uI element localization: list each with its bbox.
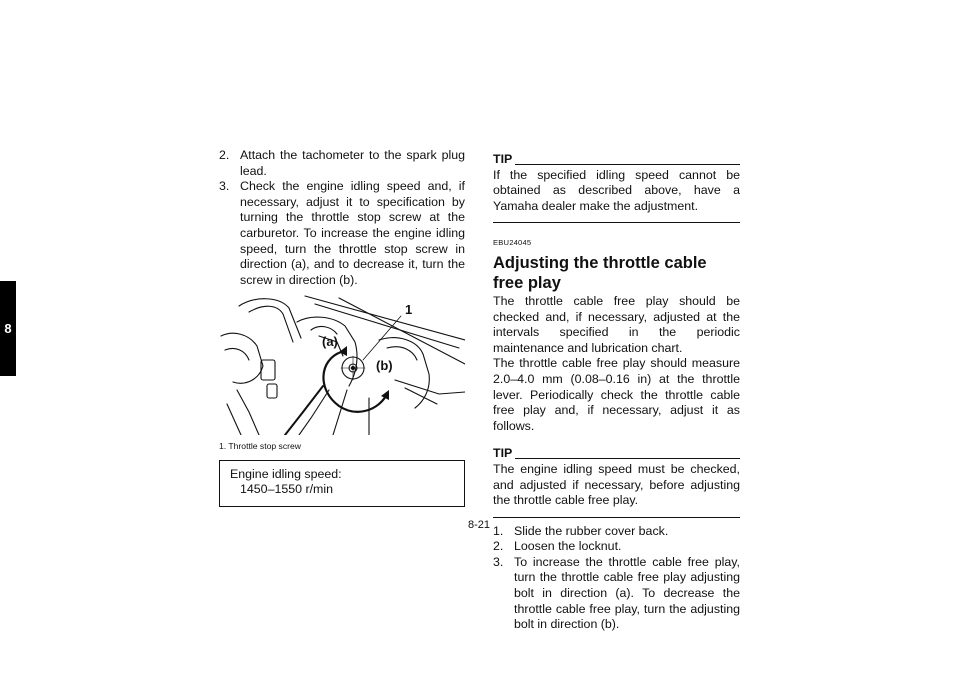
tip-rule <box>515 458 740 459</box>
engine-drawing <box>219 294 465 435</box>
spec-label: Engine idling speed: <box>230 466 342 481</box>
step-item <box>219 179 465 288</box>
figure-caption: 1. Throttle stop screw <box>219 441 301 452</box>
figure-label-a: (a) <box>322 334 338 350</box>
step-number: 2. <box>493 539 504 554</box>
step-text: Loosen the locknut. <box>514 539 622 554</box>
page-number: 8-21 <box>468 519 491 531</box>
chapter-tab-number: 8 <box>4 321 12 336</box>
chapter-tab <box>0 281 16 376</box>
step-text: Slide the rubber cover back. <box>514 523 669 538</box>
step-number: 2. <box>219 148 230 162</box>
paragraph: The throttle cable free play should measure 2.0–4.0 mm (0.08–0.16 in) at the throttle lever. Periodically check the throttle cable free play and, if necessary, adjust it as follows. <box>493 356 740 433</box>
tip-heading <box>493 446 740 462</box>
step-text: Check the engine idling speed and, if necessary, adjust it to specification by turning the throttle stop screw at the carburetor. To increase the engine idling speed, turn the throttle stop screw in direction (a), and to decrease it, turn the screw in direction (b). <box>240 179 465 287</box>
section-code: EBU24045 <box>493 238 532 248</box>
paragraph: The throttle cable free play should be checked and, if necessary, adjusted at the intervals specified in the periodic maintenance and lubrication chart. <box>493 293 740 355</box>
tip-body: If the specified idling speed cannot be obtained as described above, have a Yamaha dealer make the adjustment. <box>493 168 740 224</box>
tip-label: TIP <box>493 152 513 166</box>
step-number: 1. <box>493 523 504 538</box>
tip-rule <box>515 164 740 165</box>
left-column <box>219 148 465 507</box>
step-number: 3. <box>493 554 504 569</box>
step-item <box>493 539 740 555</box>
step-text: To increase the throttle cable free play, turn the throttle cable free play adjusting bolt in direction (a). To decrease the throttle cable free play, turn the adjusting bolt in direction (b). <box>514 554 740 632</box>
step-number: 3. <box>219 179 230 194</box>
tip-label: TIP <box>493 446 513 461</box>
figure-label-b: (b) <box>376 358 393 374</box>
step-item <box>219 148 465 179</box>
left-steps <box>219 148 465 288</box>
step-text: Attach the tachometer to the spark plug lead. <box>240 148 465 178</box>
tip-body: The engine idling speed must be checked, and adjusted if necessary, before adjusting the throttle cable free play. <box>493 462 740 518</box>
right-column <box>493 152 740 633</box>
section-title: Adjusting the throttle cable free play <box>493 253 707 292</box>
right-steps <box>493 524 740 633</box>
figure-label-1: 1 <box>405 302 413 318</box>
spec-box <box>219 460 465 507</box>
step-item <box>493 524 740 540</box>
spec-value: 1450–1550 r/min <box>240 482 333 497</box>
tip-heading <box>493 152 740 168</box>
step-item <box>493 555 740 633</box>
throttle-stop-screw-illustration <box>219 294 465 435</box>
